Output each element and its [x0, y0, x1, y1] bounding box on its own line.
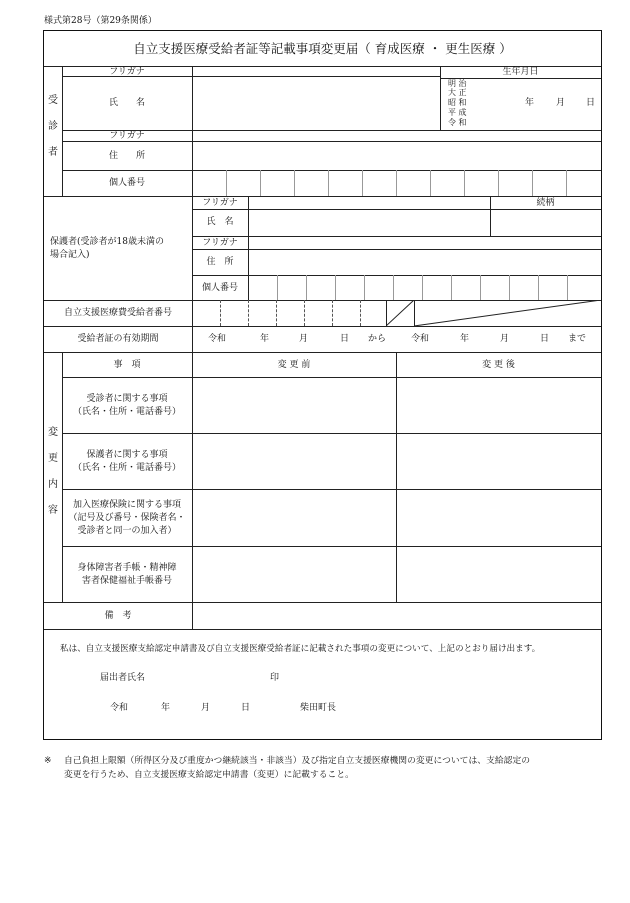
validity-era-end: 令和	[411, 334, 430, 344]
declaration-text: 私は、自立支援医療支給認定申請書及び自立支援医療受給者証に記載された事項の変更について、上記のとおり届け出ます。	[60, 644, 541, 654]
handbook-before-field[interactable]	[193, 547, 395, 602]
guardian-section-label-1: 保護者(受診者が18歳未満の	[50, 237, 164, 247]
submit-date-year: 年	[161, 703, 171, 713]
addressee: 柴田町長	[300, 703, 337, 713]
validity-day-start: 日	[340, 334, 350, 344]
validity-month-end: 月	[500, 334, 510, 344]
change-row-handbook-label: 身体障害者手帳・精神障 害者保健福祉手帳番号	[77, 563, 177, 586]
certificate-number-label: 自立支援医療費受給者番号	[63, 308, 172, 318]
birthdate-label: 生年月日	[502, 67, 539, 77]
guardian-section-label-2: 場合記入)	[50, 250, 90, 260]
validity-year-start: 年	[260, 334, 270, 344]
recipient-name-field[interactable]	[193, 77, 439, 130]
era-taisho: 大 正	[448, 88, 467, 97]
insurance-before-field[interactable]	[193, 490, 395, 546]
recipient-address-field[interactable]	[193, 142, 600, 170]
col-item-header: 事 項	[113, 360, 141, 370]
guardian-furigana-label: フリガナ	[202, 198, 238, 208]
change-row-guardian-label: 保護者に関する事項 （氏名・住所・電話番号）	[72, 450, 181, 473]
recipient-personal-number-label: 個人番号	[108, 178, 145, 188]
era-meiji: 明 治	[448, 79, 467, 88]
remarks-label: 備 考	[104, 611, 132, 621]
guardian-before-field[interactable]	[193, 434, 395, 489]
certificate-number-field[interactable]	[193, 301, 386, 326]
recipient-address-label: 住 所	[108, 151, 145, 161]
recipient-furigana-label-2: フリガナ	[109, 131, 145, 141]
guardian-after-field[interactable]	[397, 434, 600, 489]
submitter-label: 届出者氏名	[100, 673, 146, 683]
recipient-personal-number-field[interactable]	[193, 171, 600, 196]
era-reiwa: 令 和	[448, 118, 467, 127]
guardian-personal-number-label: 個人番号	[201, 283, 238, 293]
era-heisei: 平 成	[448, 108, 467, 117]
birth-month-unit: 月	[556, 98, 566, 108]
footnote-line-2: 変更を行うため、自立支援医療支給認定申請書（変更）に記載すること。	[64, 770, 354, 780]
validity-from: から	[368, 334, 387, 344]
certificate-number-diagonals	[386, 300, 602, 327]
relationship-label: 続柄	[536, 198, 555, 208]
change-row-recipient-label: 受診者に関する事項 （氏名・住所・電話番号）	[72, 394, 181, 417]
guardian-personal-number-field[interactable]	[249, 276, 600, 300]
birth-day-unit: 日	[586, 98, 596, 108]
recipient-after-field[interactable]	[397, 378, 600, 433]
birth-year-unit: 年	[525, 98, 535, 108]
guardian-name-field[interactable]	[249, 210, 489, 236]
guardian-address-label: 住 所	[206, 257, 234, 267]
submit-date-era: 令和	[110, 703, 129, 713]
guardian-address-furigana-field[interactable]	[249, 237, 600, 249]
form-title: 自立支援医療受給者証等記載事項変更届（ 育成医療 ・ 更生医療 ）	[133, 41, 512, 56]
validity-until: まで	[568, 334, 587, 344]
col-after-header: 変 更 後	[482, 360, 515, 370]
validity-year-end: 年	[460, 334, 470, 344]
handbook-after-field[interactable]	[397, 547, 600, 602]
footnote-line-1: 自己負担上限額（所得区分及び重度かつ継続該当・非該当）及び指定自立支援医療機関の変更については、支給認定の	[64, 756, 531, 766]
validity-label: 受給者証の有効期間	[77, 334, 159, 344]
guardian-furigana-field[interactable]	[249, 197, 489, 209]
recipient-address-furigana-field[interactable]	[193, 131, 600, 141]
recipient-furigana-field[interactable]	[193, 67, 439, 76]
guardian-address-field[interactable]	[249, 250, 600, 275]
recipient-name-label: 氏 名	[108, 98, 145, 108]
changes-section-label: 変 更 内 容	[48, 427, 58, 516]
recipient-furigana-label: フリガナ	[109, 67, 145, 77]
validity-day-end: 日	[540, 334, 550, 344]
guardian-name-label: 氏 名	[206, 217, 234, 227]
validity-period-field[interactable]	[193, 327, 600, 352]
remarks-field[interactable]	[193, 603, 600, 629]
form-number: 様式第28号（第29条関係）	[44, 16, 157, 26]
change-row-insurance-label: 加入医療保険に関する事項 （記号及び番号・保険者名・ 受診者と同一の加入者）	[68, 500, 186, 536]
submit-date-month: 月	[201, 703, 211, 713]
seal-mark: 印	[270, 673, 280, 683]
footnote-mark: ※	[44, 756, 52, 766]
recipient-before-field[interactable]	[193, 378, 395, 433]
insurance-after-field[interactable]	[397, 490, 600, 546]
submit-date-field[interactable]	[130, 698, 250, 716]
validity-month-start: 月	[299, 334, 309, 344]
col-before-header: 変 更 前	[277, 360, 311, 370]
relationship-field[interactable]	[491, 210, 600, 236]
era-showa: 昭 和	[448, 98, 467, 107]
era-options[interactable]	[448, 79, 478, 129]
submitter-name-field[interactable]	[160, 668, 265, 686]
submit-date-day: 日	[241, 703, 251, 713]
guardian-furigana-label-2: フリガナ	[202, 238, 238, 248]
recipient-section-label: 受 診 者	[48, 95, 58, 158]
validity-era-start: 令和	[208, 334, 227, 344]
